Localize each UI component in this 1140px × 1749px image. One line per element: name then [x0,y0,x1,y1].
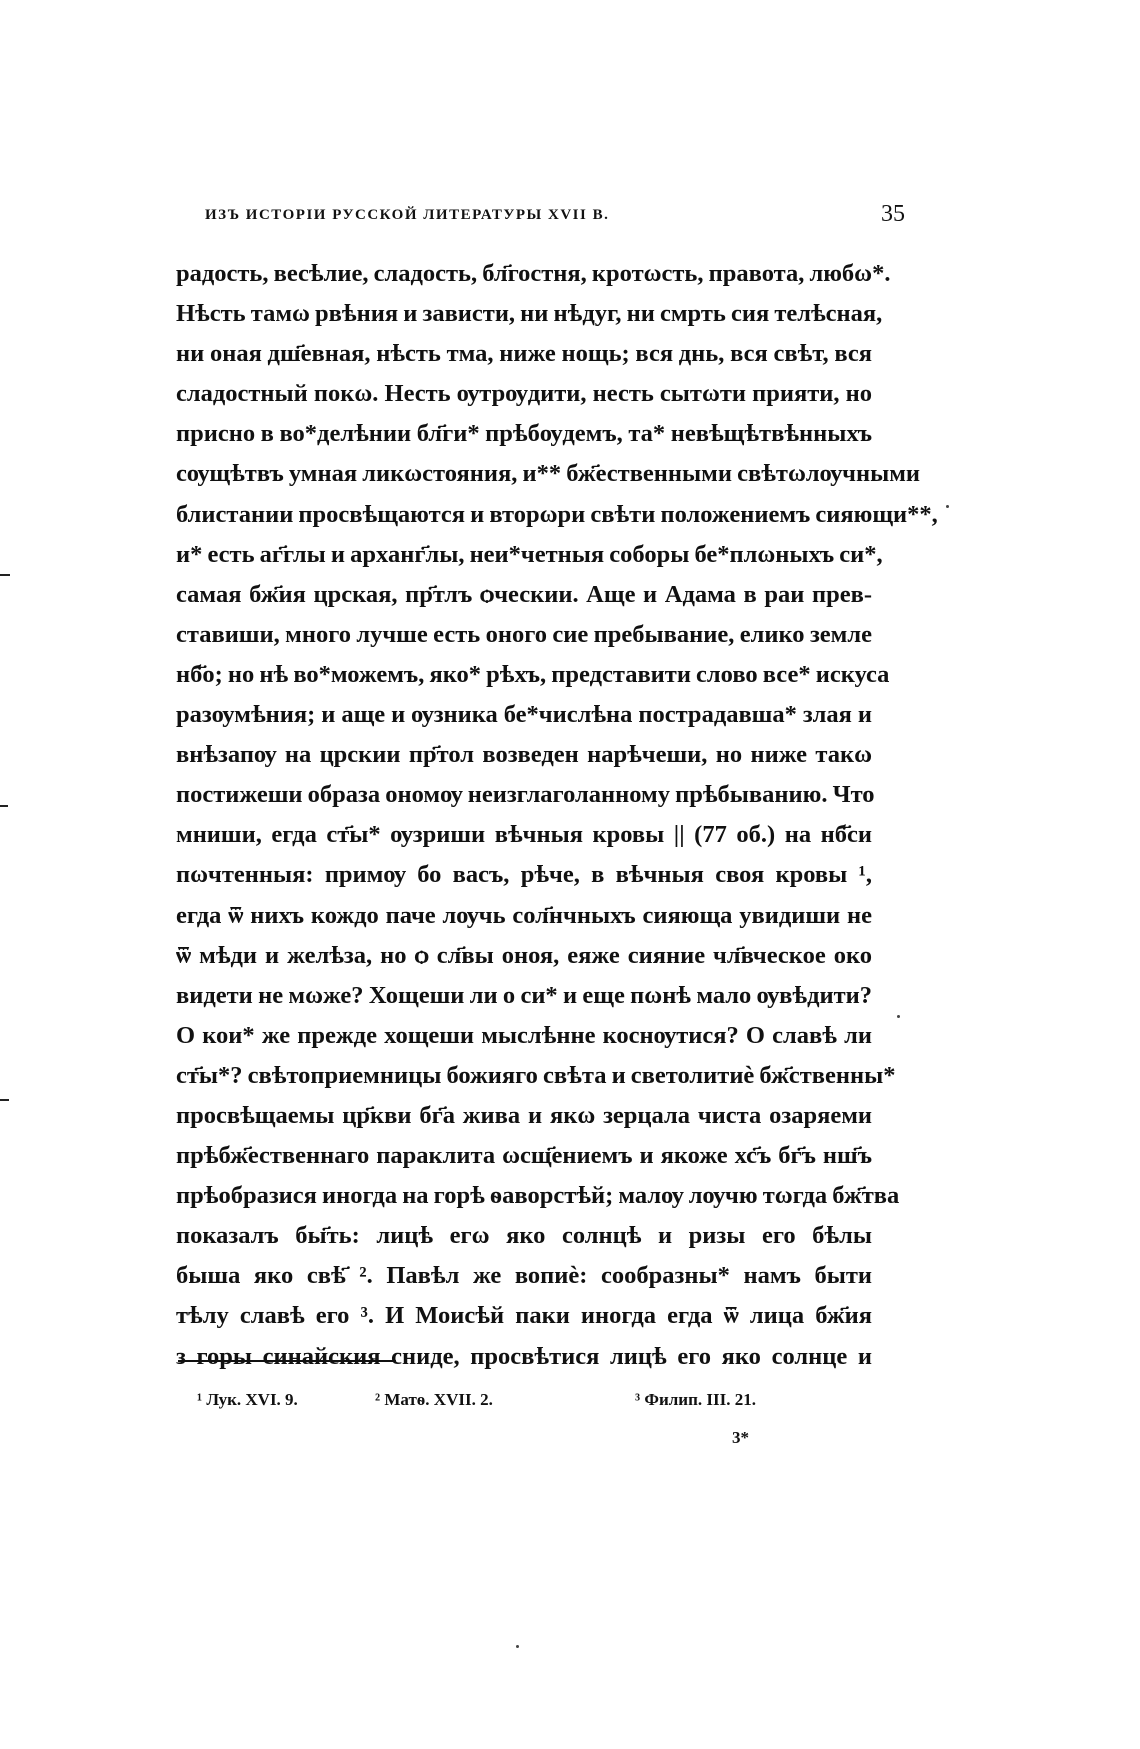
footnote-2: ² Матѳ. XVII. 2. [375,1390,493,1409]
text-line: О кои* же прежде хощеши мыслѣнне коснѹтися? О славѣ ли [176,1021,872,1049]
scan-speck [897,1015,900,1018]
margin-mark [0,1099,9,1101]
text-line: сладостный покω. Несть ѹтрѹдити, несть сытωти прияти, но [176,380,872,408]
margin-mark [0,574,10,576]
text-line: прѣобразися иногда на горѣ ѳаворстѣй; малѹ лѹчю тωгда бж҃тва [176,1182,900,1210]
footnote-1: ¹ Лук. XVI. 9. [197,1390,298,1409]
footnotes [197,1390,817,1420]
text-line: пωчтенныя: примѹ бо васъ, рѣче, в вѣчныя своя кровы ¹, [176,861,872,889]
text-line: присно в во*делѣнии бл҃ги* прѣбѹдемъ, та* невѣщѣтвѣнныхъ [176,420,872,448]
text-line: ставиши, много лучше есть оного сие пребывание, елико земле [176,620,872,648]
running-head: ИЗЪ ИСТОРІИ РУССКОЙ ЛИТЕРАТУРЫ XVII В. [205,207,610,223]
text-line: прѣбж҃ественнаго параклита ωсщ҃ениемъ и якоже хс҃ъ бг҃ъ нш҃ъ [176,1142,872,1170]
text-line: сѹщѣтвъ умная ликωстояния, и** бж҃ественными свѣтωлѹчными [176,460,920,488]
text-line: нб҃о; но нѣ во*можемъ, яко* рѣхъ, представити слово все* искуса [176,660,890,688]
footnote-3: ³ Филип. III. 21. [635,1390,756,1409]
text-line: ст҃ы*? свѣтоприемницы божияго свѣта и светолитиѐ бж҃ственны* [176,1061,896,1089]
text-line: видети не мωже? Хощеши ли о си* и еще пωнѣ мало ѹвѣдити? [176,981,872,1009]
text-line: внѣзапѹ на црскии пр҃тол возведен нарѣчеши, но ниже такω [176,741,872,769]
page-header [205,201,905,241]
text-line: блистании просвѣщаются и вторωри свѣти положениемъ сияющи**, [176,500,938,528]
text-line: ѿ мѣди и желѣза, но ѻ сл҃вы оноя, еяже сияние чл҃вческое око [176,941,872,969]
text-line: просвѣщаемы цр҃кви бг҃а жива и якω зерцала чиста озаряеми [176,1101,872,1129]
text-line: показалъ бы҃ть: лицѣ егω яко солнцѣ и ризы его бѣлы [176,1222,872,1250]
scan-speck [946,505,949,508]
text-line: быша яко свѣ҃ ². Павѣл же вопиѐ: сообразны* намъ быти [176,1262,872,1290]
text-line: и* есть аг҃глы и арханг҃лы, неи*четныя соборы бе*плωныхъ си*, [176,540,883,568]
text-line: егда ѿ нихъ кождо паче лѹчь сол҃нчныхъ сияюща увидиши не [176,901,872,929]
signature-mark: 3* [732,1428,749,1447]
text-line: ни оная дш҃евная, нѣсть тма, ниже нощь; вся днь, вся свѣт, вся [176,340,872,368]
scan-speck [516,1645,519,1648]
margin-mark [0,805,8,807]
text-line: з горы синайския сниде, просвѣтися лицѣ его яко солнце и [176,1342,872,1370]
text-line: постижеши образа ономѹ неизглаголанному прѣбыванию. Что [176,781,875,809]
text-line: Нѣсть тамω рвѣния и зависти, ни нѣдуг, ни смрть сия телѣсная, [176,300,883,328]
text-line: радость, весѣлие, сладость, бл҃гостня, кротωсть, правота, любω*. [176,260,891,287]
text-line: разѹмѣния; и аще и ѹзника бе*числѣна пострадавша* злая и [176,701,872,729]
page-number: 35 [881,201,905,227]
text-line: мниши, егда ст҃ы* ѹзриши вѣчныя кровы || (77 об.) на нб҃си [176,821,872,849]
text-line: тѣлу славѣ его ³. И Моисѣй паки иногда егда ѿ лица бж҃ия [176,1302,872,1330]
body-text [176,254,938,1377]
footnote-divider [178,1360,396,1362]
text-line: самая бж҃ия црская, пр҃тлъ ѻческии. Аще и Адама в раи прев- [176,580,872,608]
